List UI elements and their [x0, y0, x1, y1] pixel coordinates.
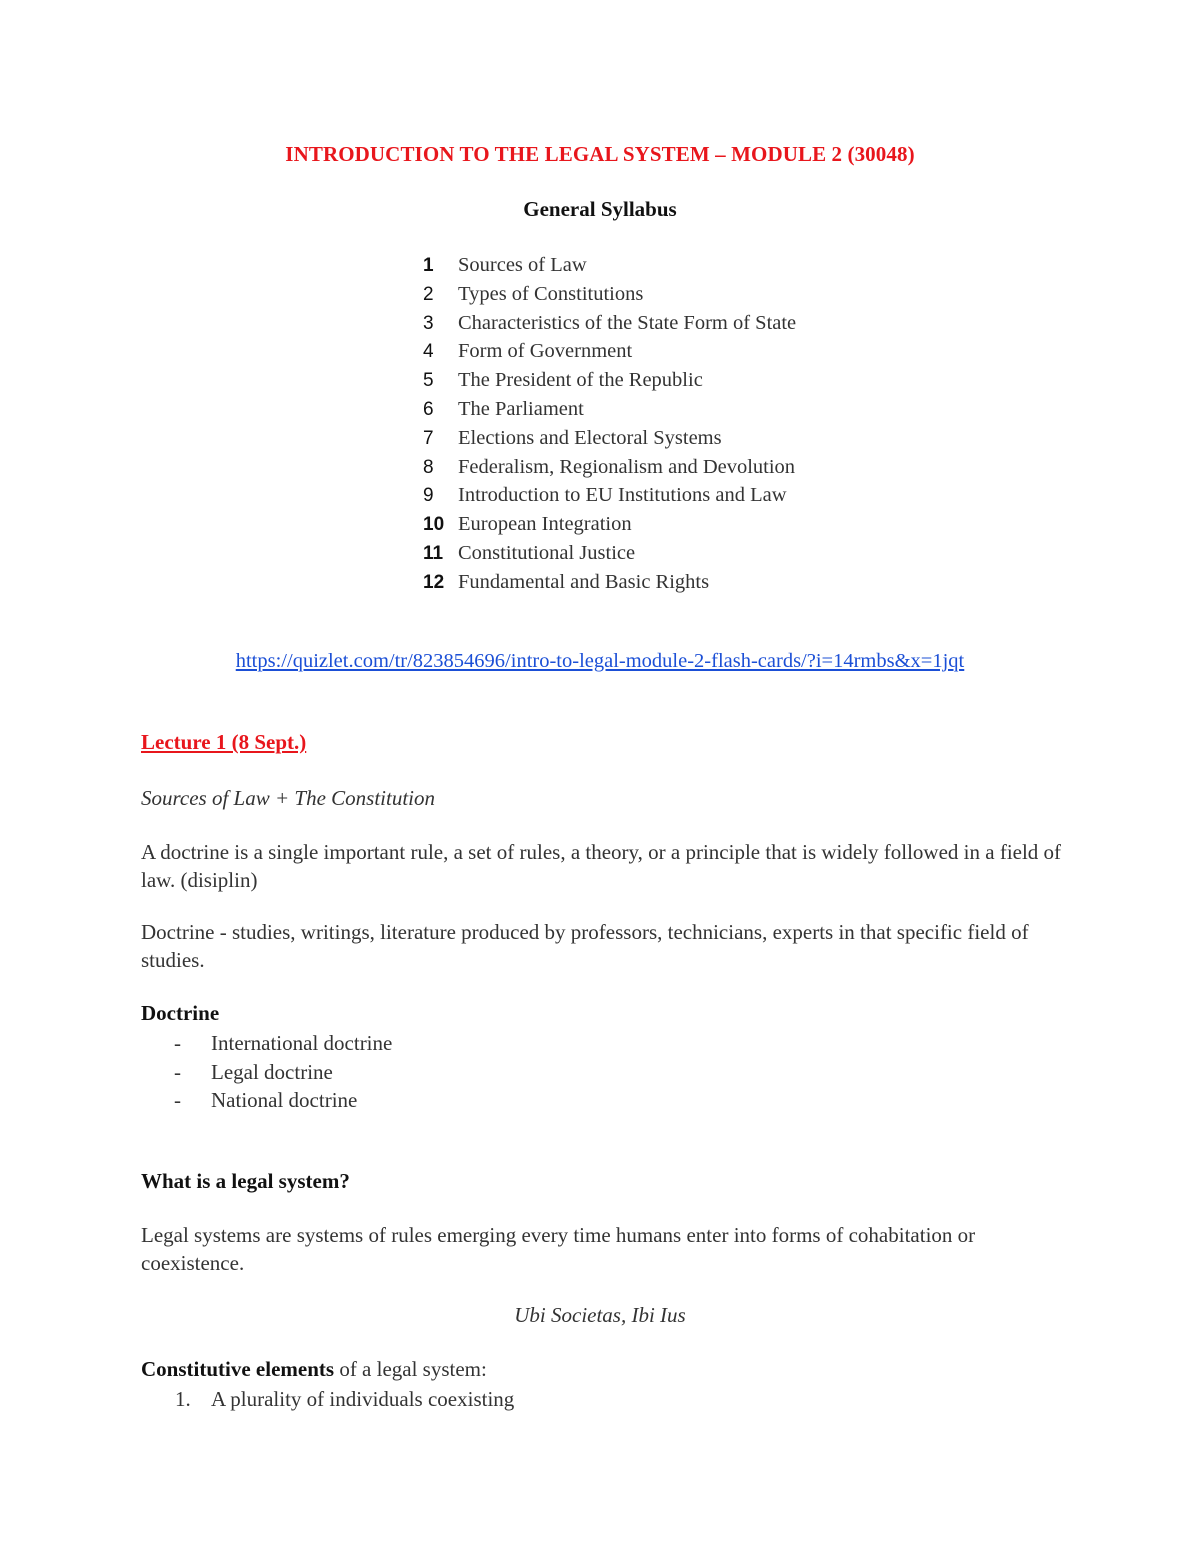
lecture-topic: Sources of Law + The Constitution: [141, 786, 435, 810]
list-item: [174, 1086, 392, 1115]
constitutive-elements-line: [141, 1357, 487, 1382]
list-item: [174, 1029, 392, 1058]
list-item: [174, 1058, 392, 1087]
quizlet-link[interactable]: https://quizlet.com/tr/823854696/intro-to-legal-module-2-flash-cards/?i=14rmbs&x=1jqt: [235, 650, 965, 672]
syllabus-item: [423, 568, 796, 597]
doctrine-list: [174, 1029, 392, 1115]
list-item-label: International doctrine: [211, 1031, 393, 1055]
document-title: INTRODUCTION TO THE LEGAL SYSTEM – MODULE 2 (30048): [285, 142, 915, 166]
syllabus-item-number: 5: [423, 370, 434, 392]
lecture-heading: Lecture 1 (8 Sept.): [141, 730, 307, 754]
legal-system-heading: What is a legal system?: [141, 1169, 350, 1193]
list-item-label: A plurality of individuals coexisting: [211, 1387, 515, 1411]
doctrine-heading: Doctrine: [141, 1001, 220, 1025]
syllabus-item: [423, 481, 796, 510]
syllabus-item: [423, 280, 796, 309]
syllabus-item: [423, 539, 796, 568]
syllabus-item: [423, 395, 796, 424]
syllabus-item-label: The Parliament: [458, 397, 584, 420]
syllabus-item-label: The President of the Republic: [458, 369, 703, 392]
elements-list: [175, 1385, 514, 1413]
syllabus-item-label: Federalism, Regionalism and Devolution: [458, 455, 796, 478]
syllabus-item-number: 7: [423, 427, 434, 449]
doctrine-definition-paragraph: A doctrine is a single important rule, a set of rules, a theory, or a principle that is widely followed in a field of law. (disiplin): [141, 840, 1062, 892]
syllabus-heading: General Syllabus: [523, 197, 677, 221]
list-dash: -: [174, 1088, 181, 1112]
constitutive-elements-rest: of a legal system:: [334, 1357, 487, 1381]
syllabus-item-number: 4: [423, 341, 434, 363]
list-dash: -: [174, 1031, 181, 1055]
syllabus-item-label: Sources of Law: [458, 254, 587, 276]
syllabus-item-number: 11: [423, 542, 444, 564]
list-item: [175, 1385, 514, 1413]
syllabus-item: [423, 510, 796, 539]
syllabus-item: [423, 309, 796, 338]
syllabus-item: [423, 337, 796, 366]
syllabus-item-number: 9: [423, 485, 434, 507]
syllabus-item-number: 10: [423, 514, 445, 536]
syllabus-item-number: 6: [423, 398, 434, 420]
list-item-label: Legal doctrine: [211, 1059, 333, 1084]
syllabus-item: [423, 424, 796, 453]
syllabus-item-label: Fundamental and Basic Rights: [458, 570, 710, 593]
syllabus-item-label: Constitutional Justice: [458, 541, 636, 564]
list-item-label: National doctrine: [211, 1088, 358, 1112]
syllabus-item-label: Characteristics of the State Form of State: [458, 311, 797, 334]
syllabus-item-label: Elections and Electoral Systems: [458, 426, 722, 449]
list-item-number: 1.: [175, 1387, 191, 1411]
syllabus-item-label: Introduction to EU Institutions and Law: [458, 484, 787, 507]
legal-system-paragraph: Legal systems are systems of rules emerging every time humans enter into forms of cohabitation or coexistence.: [141, 1223, 976, 1275]
constitutive-elements-bold: Constitutive elements: [141, 1357, 335, 1381]
syllabus-item-label: Form of Government: [458, 340, 633, 363]
syllabus-item-number: 2: [423, 283, 434, 305]
syllabus-item-label: Types of Constitutions: [458, 282, 644, 305]
list-dash: -: [174, 1059, 181, 1084]
latin-phrase: Ubi Societas, Ibi Ius: [514, 1303, 686, 1327]
syllabus-item-number: 8: [423, 456, 434, 478]
doctrine-description-paragraph: Doctrine - studies, writings, literature produced by professors, technicians, experts in that specific field of studies.: [141, 920, 1029, 972]
syllabus-item-label: European Integration: [458, 513, 632, 536]
syllabus-item-number: 12: [423, 571, 445, 593]
syllabus-item-number: 3: [423, 312, 434, 334]
syllabus-item: [423, 453, 796, 482]
syllabus-item: [423, 366, 796, 395]
syllabus-list: [423, 251, 796, 597]
syllabus-item: [423, 251, 796, 280]
syllabus-item-number: 1: [423, 255, 434, 276]
